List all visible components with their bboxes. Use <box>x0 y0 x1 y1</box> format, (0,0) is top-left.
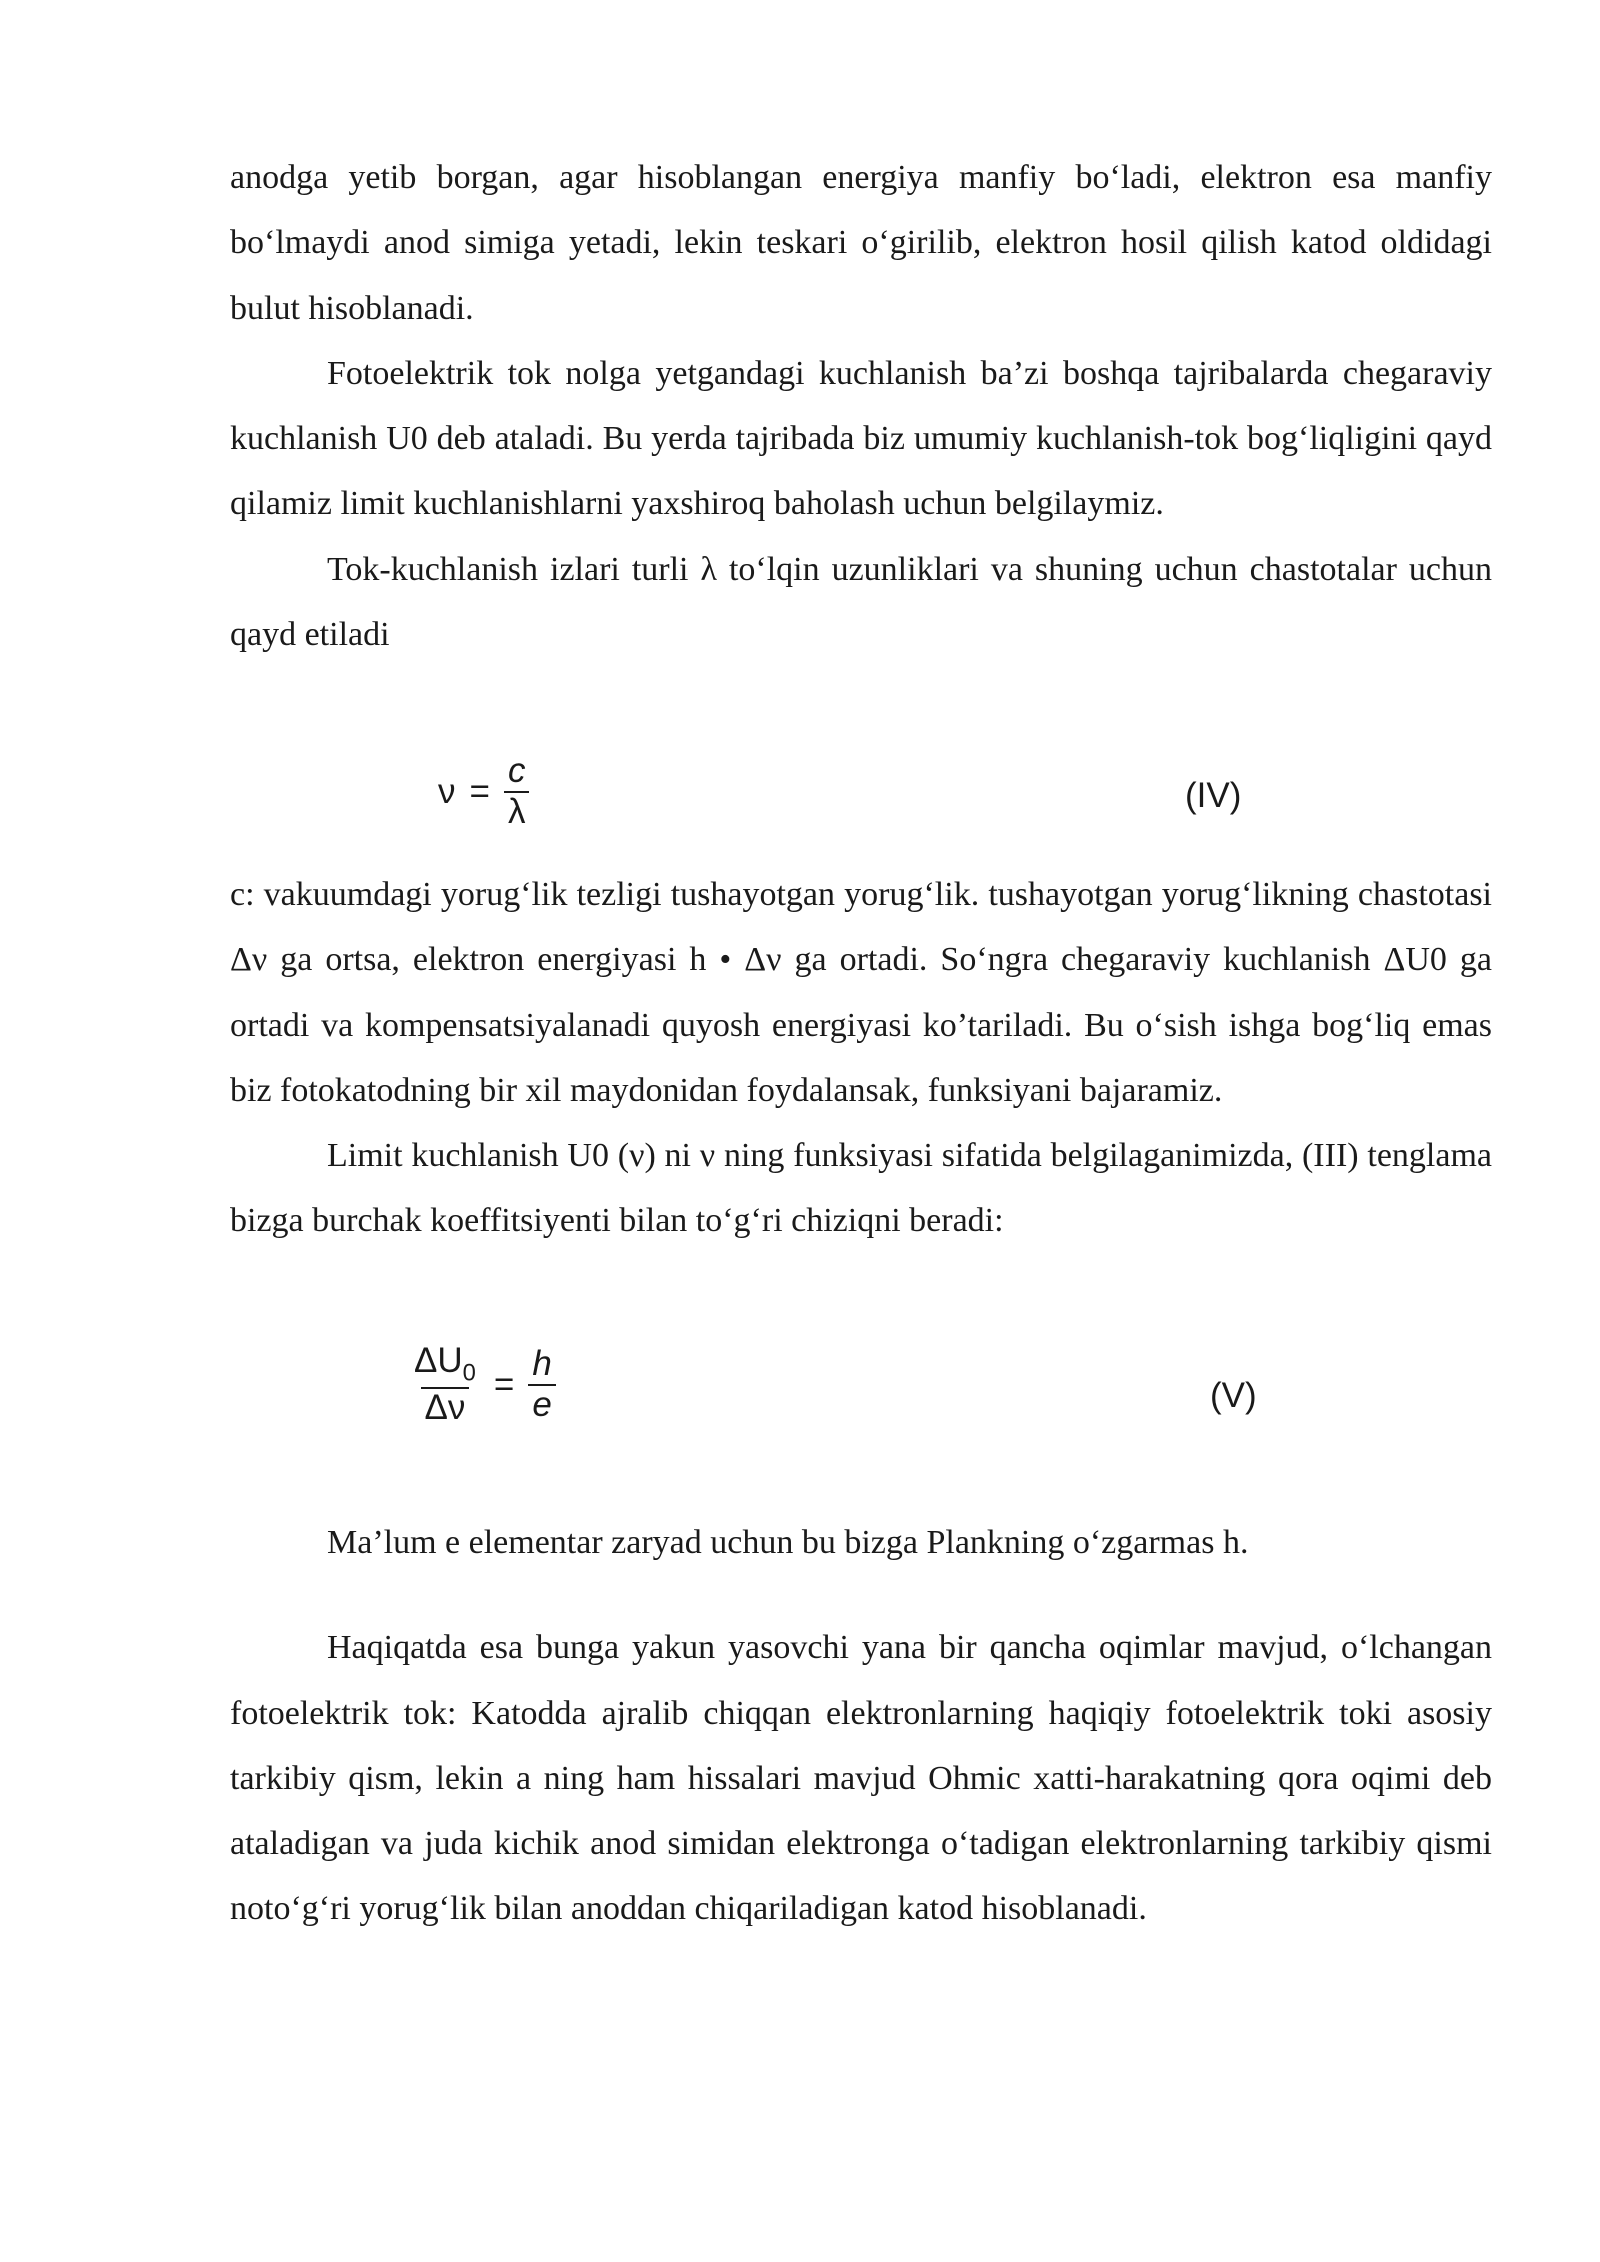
formula-iv-fraction <box>504 752 530 831</box>
formula-v <box>410 1342 556 1427</box>
formula-v-lhs-denominator: Δν <box>421 1387 470 1428</box>
formula-v-expression <box>410 1342 556 1427</box>
formula-v-lhs-numerator <box>410 1342 480 1387</box>
formula-v-lhs-fraction <box>410 1342 480 1427</box>
formula-v-number: (V) <box>1210 1376 1257 1415</box>
formula-iv-lhs: ν <box>438 771 456 811</box>
paragraph-threshold-voltage: Fotoelektrik tok nolga yetgandagi kuchlanish ba’zi boshqa tajribalarda chegaraviy kuchlanish U0 deb ataladi. Bu yerda tajribada biz umumiy kuchlanish-tok bog‘liqligini qayd qilamiz limit kuchlanishlarni yaxshiroq baholash uchun belgilaymiz. <box>230 354 1492 523</box>
formula-iv-equals: = <box>469 771 490 811</box>
formula-v-lhs-numerator-symbol: ΔU <box>414 1341 463 1380</box>
paragraph-planck-constant: Ma’lum e elementar zaryad uchun bu bizga Plankning o‘zgarmas h. <box>327 1524 1249 1561</box>
paragraph-anode: anodga yetib borgan, agar hisoblangan energiya manfiy bo‘ladi, elektron esa manfiy bo‘lmaydi anod simiga yetadi, lekin teskari o‘girilib, elektron hosil qilish katod oldidagi bulut hisoblanadi. <box>230 159 1492 327</box>
formula-v-rhs-numerator: h <box>532 1344 552 1383</box>
text-section-middle <box>230 862 1492 1254</box>
formula-v-rhs-denominator: e <box>528 1384 555 1425</box>
formula-iv <box>438 752 529 831</box>
paragraph-light-speed: c: vakuumdagi yorug‘lik tezligi tushayotgan yorug‘lik. tushayotgan yorug‘likning chastotasi Δν ga ortsa, elektron energiyasi h • Δν ga ortadi. So‘ngra chegaraviy kuchlanish ΔU0 ga ortadi va kompensatsiyalanadi quyosh energiyasi ko’tariladi. Bu o‘sish ishga bog‘liq emas biz fotokatodning bir xil maydonidan foydalansak, funksiyani bajaramiz. <box>230 876 1492 1109</box>
formula-v-equals: = <box>493 1364 515 1404</box>
formula-iv-number: (IV) <box>1185 776 1242 815</box>
text-section-bottom <box>230 1510 1492 1942</box>
formula-iv-expression <box>438 752 529 831</box>
formula-iv-denominator: λ <box>504 791 530 832</box>
paragraph-wavelengths: Tok-kuchlanish izlari turli λ to‘lqin uzunliklari va shuning uchun chastotalar uchun qayd etiladi <box>230 550 1492 654</box>
formula-iv-numerator: c <box>507 751 526 790</box>
formula-v-lhs-numerator-subscript: 0 <box>462 1359 476 1387</box>
paragraph-dark-current: Haqiqatda esa bunga yakun yasovchi yana bir qancha oqimlar mavjud, o‘lchangan fotoelektrik tok: Katodda ajralib chiqqan elektronlarning haqiqiy fotoelektrik toki asosiy tarkibiy qism, lekin a ning ham hissalari mavjud Ohmic xatti-harakatning qora oqimi deb ataladigan va juda kichik anod simidan elektronga o‘tadigan elektronlarning tarkibiy qismi noto‘g‘ri yorug‘lik bilan anoddan chiqariladigan katod hisoblanadi. <box>230 1629 1492 1928</box>
paragraph-limit-voltage: Limit kuchlanish U0 (ν) ni ν ning funksiyasi sifatida belgilaganimizda, (III) tenglama bizga burchak koeffitsiyenti bilan to‘g‘ri chiziqni beradi: <box>230 1137 1492 1240</box>
text-section-top <box>230 145 1492 667</box>
formula-v-rhs-fraction <box>528 1345 555 1424</box>
